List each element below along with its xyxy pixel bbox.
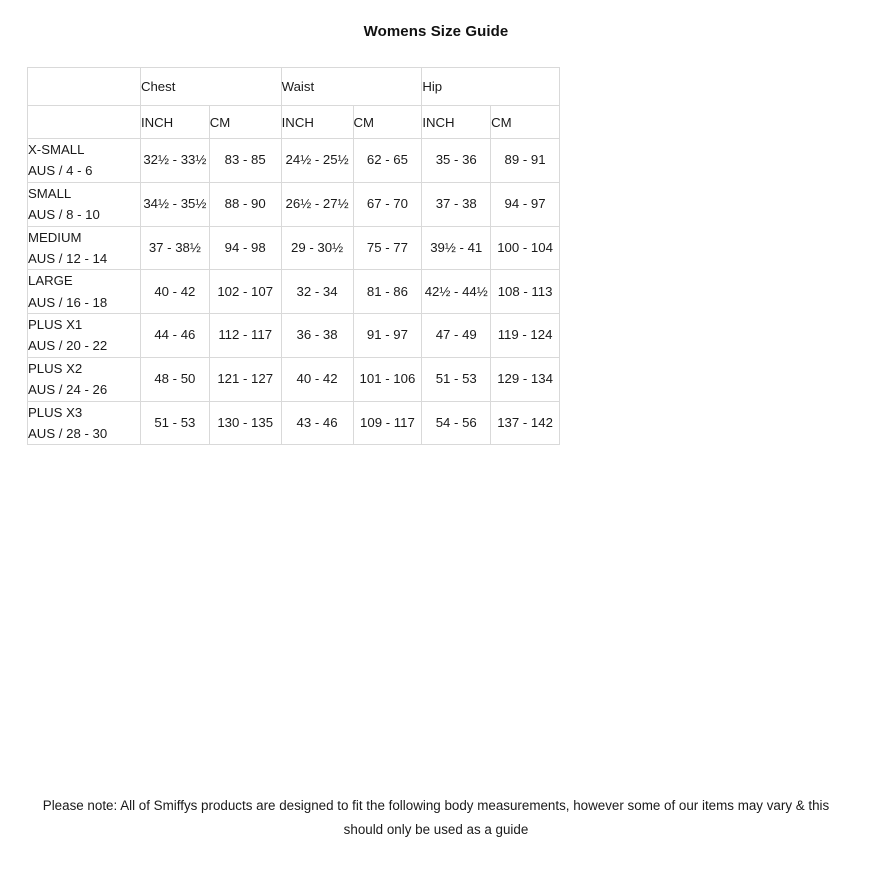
- table-head: [28, 68, 560, 139]
- cell-chest-cm: 88 - 90: [209, 182, 281, 226]
- table-row: [28, 401, 560, 445]
- cell-hip-cm: 129 - 134: [491, 357, 560, 401]
- cell-hip-cm: 108 - 113: [491, 270, 560, 314]
- cell-waist-inch: 24½ - 25½: [281, 139, 353, 183]
- unit-header-waist-cm: CM: [353, 106, 422, 139]
- cell-hip-inch: 35 - 36: [422, 139, 491, 183]
- cell-hip-cm: 94 - 97: [491, 182, 560, 226]
- table-row: [28, 226, 560, 270]
- row-size-name: PLUS X3: [28, 404, 83, 420]
- disclaimer-note: Please note: All of Smiffys products are designed to fit the following body measurements, however some of our items may vary & this should only be used as a guide: [42, 798, 830, 837]
- row-size-name: PLUS X2: [28, 360, 83, 376]
- cell-hip-cm: 119 - 124: [491, 314, 560, 358]
- unit-header-chest-inch: INCH: [140, 106, 209, 139]
- group-header-hip: Hip: [422, 68, 560, 106]
- table-row: [28, 314, 560, 358]
- page-title: Womens Size Guide: [363, 23, 509, 40]
- row-label: [28, 357, 141, 401]
- cell-chest-cm: 112 - 117: [209, 314, 281, 358]
- row-label: [28, 270, 141, 314]
- cell-chest-cm: 121 - 127: [209, 357, 281, 401]
- cell-chest-inch: 44 - 46: [140, 314, 209, 358]
- cell-chest-cm: 102 - 107: [209, 270, 281, 314]
- cell-waist-cm: 75 - 77: [353, 226, 422, 270]
- row-size-name: PLUS X1: [28, 317, 83, 332]
- unit-header-chest-cm: CM: [209, 106, 281, 139]
- row-aus-size: AUS / 20 - 22: [28, 338, 108, 354]
- row-size-name: X-SMALL: [28, 142, 85, 157]
- row-label: [28, 139, 141, 183]
- unit-header-blank: [28, 106, 141, 139]
- cell-waist-cm: 67 - 70: [353, 182, 422, 226]
- cell-hip-cm: 100 - 104: [491, 226, 560, 270]
- unit-header-waist-inch: INCH: [281, 106, 353, 139]
- cell-waist-inch: 36 - 38: [281, 314, 353, 358]
- row-label: [28, 226, 141, 270]
- cell-chest-inch: 34½ - 35½: [140, 182, 209, 226]
- row-aus-size: AUS / 4 - 6: [28, 163, 93, 179]
- group-header-chest: Chest: [140, 68, 281, 106]
- cell-chest-inch: 40 - 42: [140, 270, 209, 314]
- cell-waist-inch: 32 - 34: [281, 270, 353, 314]
- row-aus-size: AUS / 28 - 30: [28, 425, 108, 441]
- row-label: [28, 314, 141, 358]
- cell-waist-cm: 91 - 97: [353, 314, 422, 358]
- group-header-waist: Waist: [281, 68, 422, 106]
- cell-waist-cm: 109 - 117: [353, 401, 422, 445]
- cell-hip-inch: 42½ - 44½: [422, 270, 491, 314]
- cell-hip-inch: 37 - 38: [422, 182, 491, 226]
- unit-header-hip-inch: INCH: [422, 106, 491, 139]
- cell-chest-inch: 32½ - 33½: [140, 139, 209, 183]
- cell-chest-inch: 37 - 38½: [140, 226, 209, 270]
- cell-hip-inch: 54 - 56: [422, 401, 491, 445]
- cell-hip-inch: 47 - 49: [422, 314, 491, 358]
- cell-hip-inch: 51 - 53: [422, 357, 491, 401]
- row-aus-size: AUS / 16 - 18: [28, 294, 108, 310]
- cell-chest-cm: 94 - 98: [209, 226, 281, 270]
- cell-waist-cm: 101 - 106: [353, 357, 422, 401]
- row-aus-size: AUS / 8 - 10: [28, 207, 100, 223]
- table-row: [28, 182, 560, 226]
- group-header-blank: [28, 68, 141, 106]
- size-table: [27, 67, 560, 445]
- row-aus-size: AUS / 24 - 26: [28, 382, 108, 398]
- table-unit-header-row: [28, 106, 560, 139]
- cell-waist-inch: 40 - 42: [281, 357, 353, 401]
- cell-hip-cm: 137 - 142: [491, 401, 560, 445]
- cell-hip-inch: 39½ - 41: [422, 226, 491, 270]
- row-size-name: LARGE: [28, 273, 73, 289]
- row-aus-size: AUS / 12 - 14: [28, 250, 108, 266]
- cell-waist-cm: 81 - 86: [353, 270, 422, 314]
- row-label: [28, 182, 141, 226]
- cell-waist-cm: 62 - 65: [353, 139, 422, 183]
- table-body: [28, 139, 560, 445]
- row-size-name: SMALL: [28, 185, 72, 201]
- row-size-name: MEDIUM: [28, 229, 82, 245]
- table-group-header-row: [28, 68, 560, 106]
- cell-chest-inch: 48 - 50: [140, 357, 209, 401]
- size-table-container: [27, 67, 845, 445]
- table-row: [28, 270, 560, 314]
- table-row: [28, 139, 560, 183]
- cell-hip-cm: 89 - 91: [491, 139, 560, 183]
- table-row: [28, 357, 560, 401]
- cell-waist-inch: 43 - 46: [281, 401, 353, 445]
- cell-chest-cm: 130 - 135: [209, 401, 281, 445]
- row-label: [28, 401, 141, 445]
- cell-chest-inch: 51 - 53: [140, 401, 209, 445]
- unit-header-hip-cm: CM: [491, 106, 560, 139]
- cell-waist-inch: 29 - 30½: [281, 226, 353, 270]
- cell-chest-cm: 83 - 85: [209, 139, 281, 183]
- cell-waist-inch: 26½ - 27½: [281, 182, 353, 226]
